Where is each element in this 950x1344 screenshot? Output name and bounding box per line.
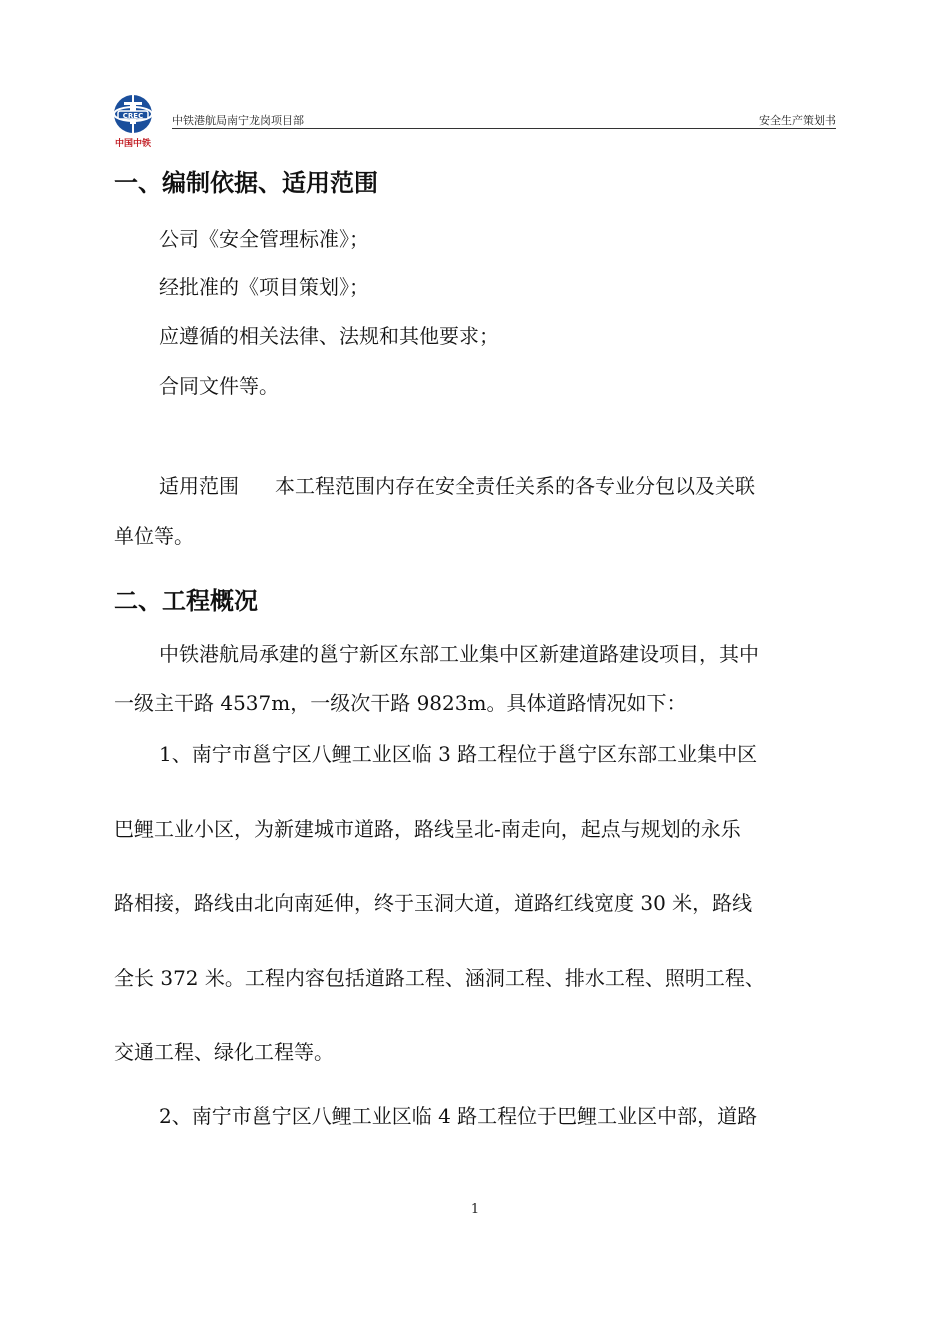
road-item-1-line-3: 路相接，路线由北向南延伸，终于玉洞大道，道路红线宽度 30 米，路线 [114,891,753,915]
scope-label: 适用范围 [159,474,239,498]
basis-item-2: 经批准的《项目策划》； [159,275,369,299]
section-2-heading: 二、工程概况 [114,587,258,615]
scope-paragraph-line-2: 单位等。 [114,524,194,548]
overview-line-2: 一级主干路 4537m，一级次干路 9823m。具体道路情况如下： [114,691,687,715]
crec-logo-icon [104,92,162,150]
road-item-1-line-2: 巴鲤工业小区，为新建城市道路，路线呈北-南走向，起点与规划的永乐 [114,817,741,841]
section-1-heading: 一、编制依据、适用范围 [114,169,378,197]
scope-text: 本工程范围内存在安全责任关系的各专业分包以及关联 [275,474,755,498]
road-item-1-line-5: 交通工程、绿化工程等。 [114,1040,334,1064]
svg-text:中国中铁: 中国中铁 [114,139,152,149]
road-item-2-line-1: 2、南宁市邕宁区八鲤工业区临 4 路工程位于巴鲤工业区中部，道路 [159,1104,758,1128]
scope-paragraph-line-1 [159,476,755,496]
road-item-1-line-1: 1、南宁市邕宁区八鲤工业区临 3 路工程位于邕宁区东部工业集中区 [159,742,758,766]
overview-line-1: 中铁港航局承建的邕宁新区东部工业集中区新建道路建设项目，其中 [159,642,759,666]
page-header [100,92,836,152]
svg-text:CREC: CREC [122,112,144,120]
header-project-name: 中铁港航局南宁龙岗项目部 [172,114,304,127]
basis-item-1: 公司《安全管理标准》； [159,227,369,251]
road-item-1-line-4: 全长 372 米。工程内容包括道路工程、涵洞工程、排水工程、照明工程、 [114,966,765,990]
basis-item-4: 合同文件等。 [159,374,279,398]
header-divider [172,128,836,129]
basis-item-3: 应遵循的相关法律、法规和其他要求； [159,324,499,348]
header-document-title: 安全生产策划书 [759,114,836,127]
page-number: 1 [470,1202,480,1217]
